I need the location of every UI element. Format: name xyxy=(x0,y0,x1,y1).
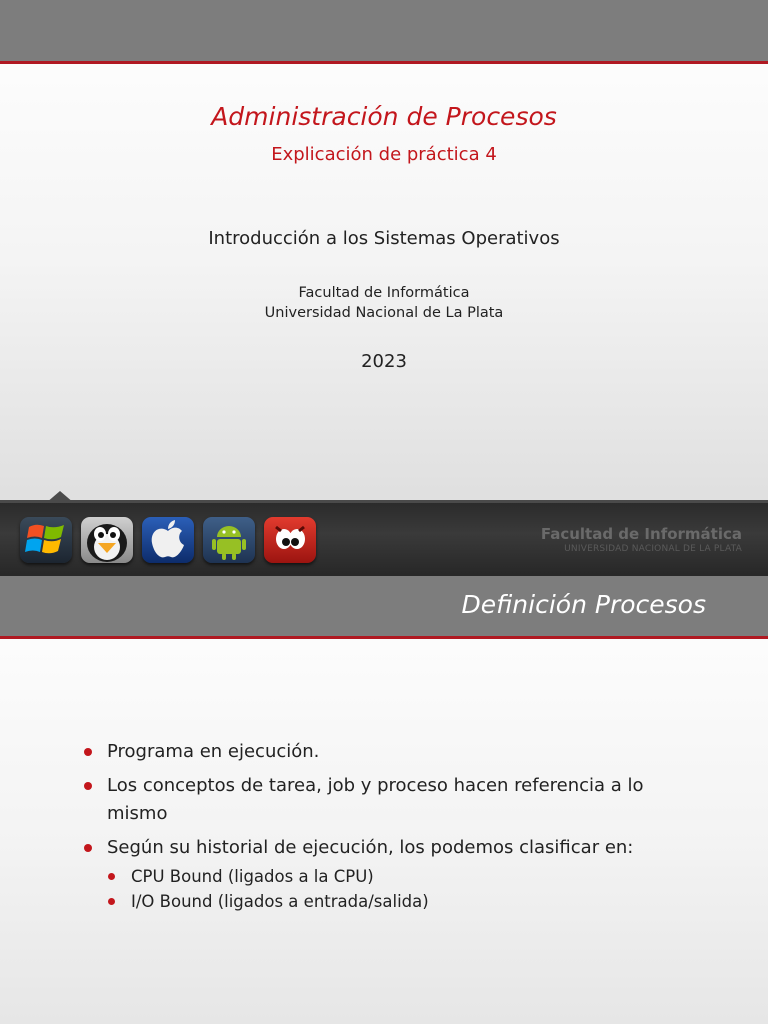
sub-list-item xyxy=(108,864,704,889)
sub-bullet-text: I/O Bound (ligados a entrada/salida) xyxy=(131,892,429,911)
list-item xyxy=(84,834,704,862)
year: 2023 xyxy=(361,351,407,372)
presentation-subtitle: Explicación de práctica 4 xyxy=(271,144,497,165)
bullet-text: Los conceptos de tarea, job y proceso hacen referencia a lo mismo xyxy=(107,775,644,824)
sub-bullet-text: CPU Bound (ligados a la CPU) xyxy=(131,867,374,886)
frame-title: Definición Procesos xyxy=(461,590,706,619)
content-slide xyxy=(0,576,768,1024)
presentation-title: Administración de Procesos xyxy=(211,102,557,131)
footer-banner xyxy=(0,500,768,576)
frame-header xyxy=(0,576,768,639)
bullet-dot-icon xyxy=(84,748,92,756)
os-icons xyxy=(20,517,316,563)
bullet-dot-icon xyxy=(84,844,92,852)
bullet-list xyxy=(84,738,704,914)
bullet-text: Según su historial de ejecución, los podemos clasificar en: xyxy=(107,837,634,858)
bullet-text: Programa en ejecución. xyxy=(107,741,320,762)
linux-tux-icon xyxy=(81,517,133,563)
faculty-brand xyxy=(541,525,742,555)
footer-notch xyxy=(46,491,74,503)
bullet-dot-icon xyxy=(84,782,92,790)
android-icon xyxy=(203,517,255,563)
brand-name: Facultad de Informática xyxy=(540,525,742,543)
top-bar xyxy=(0,0,768,64)
sub-bullet-list xyxy=(84,864,704,914)
course-name: Introducción a los Sistemas Operativos xyxy=(208,228,560,249)
windows-icon xyxy=(20,517,72,563)
institution xyxy=(0,283,768,323)
apple-icon xyxy=(142,517,194,563)
bsd-daemon-icon xyxy=(264,517,316,563)
list-item xyxy=(84,772,704,828)
university-line: Universidad Nacional de La Plata xyxy=(264,305,504,321)
brand-university: UNIVERSIDAD NACIONAL DE LA PLATA xyxy=(564,544,742,554)
list-item xyxy=(84,738,704,766)
bullet-dot-icon xyxy=(108,898,115,905)
sub-list-item xyxy=(108,889,704,914)
faculty-line: Facultad de Informática xyxy=(298,285,470,301)
title-block xyxy=(0,100,768,165)
bullet-dot-icon xyxy=(108,873,115,880)
